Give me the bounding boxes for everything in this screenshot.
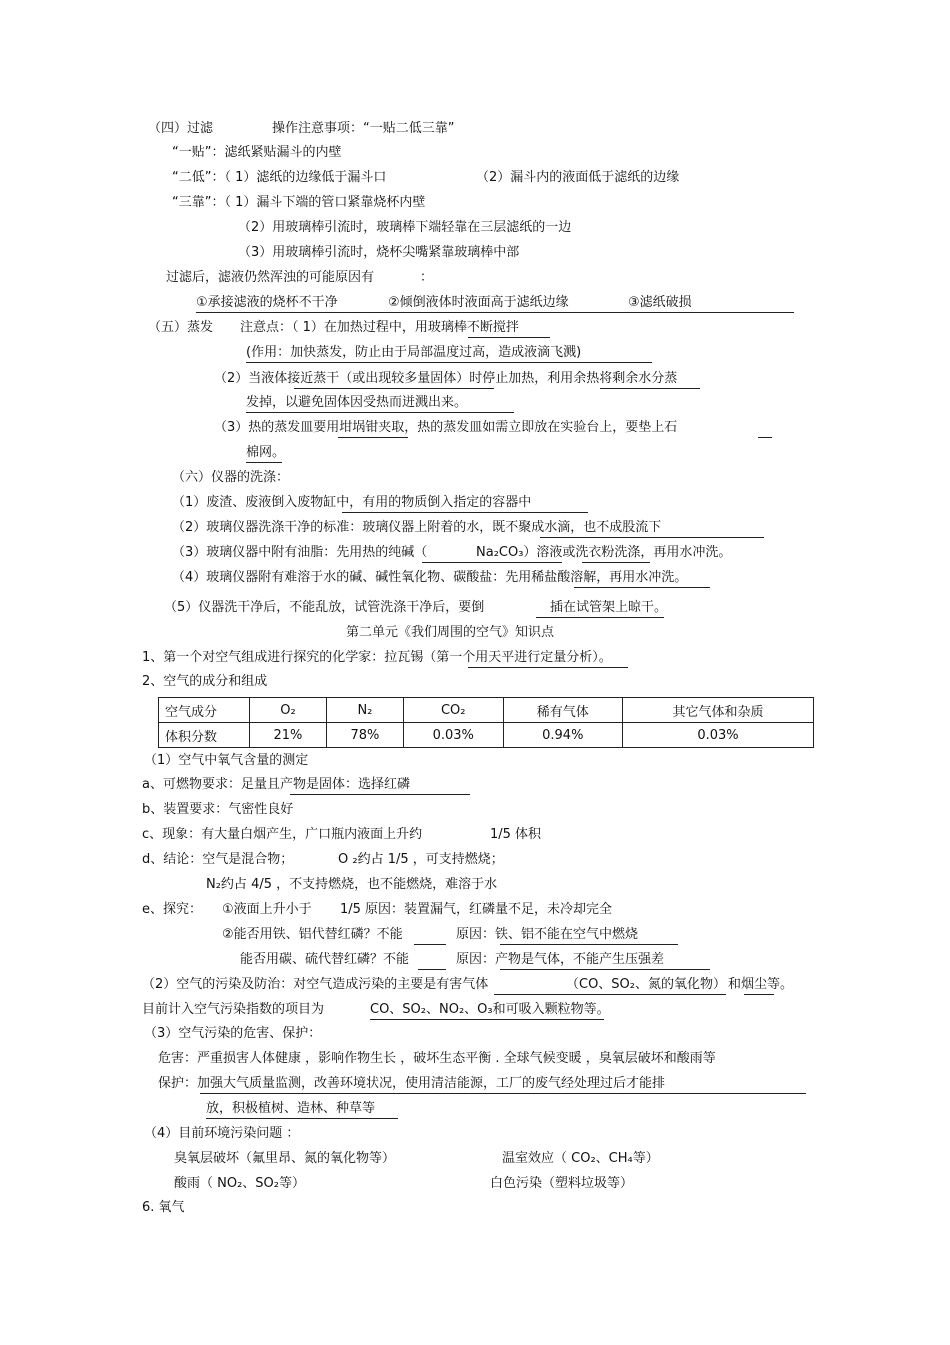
evaporation-note-3a: （3）热的蒸发皿要用坩埚钳夹取，热的蒸发皿如需立即放在实验台上，要垫上石 [214, 420, 678, 435]
table-cell: CO₂ [403, 698, 503, 723]
table-row [159, 723, 814, 748]
underline [338, 437, 408, 438]
filtration-sankao-2: （2）用玻璃棒引流时，玻璃棒下端轻靠在三层滤纸的一边 [238, 220, 572, 235]
underline [414, 944, 446, 945]
pollution-index-b: CO、SO₂、NO₂、O₃和可吸入颗粒物等。 [370, 1002, 610, 1017]
filtration-erdi-1: “二低”：（ 1）滤纸的边缘低于漏斗口 [172, 170, 387, 185]
issue-acid-rain: 酸雨（ NO₂、SO₂等） [174, 1176, 305, 1191]
measure-d-2: O ₂约占 1/5 ，可支持燃烧； [338, 852, 504, 867]
washing-item-3a: （3）玻璃仪器中附有油脂：先用热的纯碱（ [172, 545, 428, 560]
evaporation-note-1: 注意点：（ 1）在加热过程中，用玻璃棒不断搅拌 [240, 320, 519, 335]
underline [294, 388, 494, 389]
underline [246, 362, 652, 363]
unit-point-1: 1、第一个对空气组成进行探究的化学家：拉瓦锡（第一个用天平进行定量分析）。 [142, 650, 612, 665]
underline [744, 994, 774, 995]
measure-e3-reason: 原因：产物是气体，不能产生压强差 [456, 952, 665, 967]
pollution-3-heading: （3）空气污染的危害、保护： [144, 1026, 322, 1041]
table-cell: 21% [250, 723, 327, 748]
washing-item-2: （2）玻璃仪器洗涤干净的标准：玻璃仪器上附着的水，既不聚成水滴，也不成股流下 [172, 520, 662, 535]
measure-e-3: 1/5 原因：装置漏气，红磷量不足，未冷却完全 [340, 902, 613, 917]
underline [468, 667, 628, 668]
underline [342, 512, 588, 513]
pollution-protect-a: 保护：加强大气质量监测，改善环境状况，使用清洁能源，工厂的废气经处理过后才能排 [158, 1076, 666, 1091]
underline [540, 537, 764, 538]
filtration-erdi-2: （2）漏斗内的液面低于滤纸的边缘 [476, 170, 680, 185]
underline [582, 562, 650, 563]
washing-heading: （六）仪器的洗涤： [172, 470, 290, 485]
underline [418, 969, 446, 970]
issue-ozone: 臭氧层破坏（氟里昂、氮的氧化物等） [174, 1151, 396, 1166]
underline [758, 437, 772, 438]
filtration-notes-heading: 操作注意事项：“一贴二低三靠” [272, 121, 455, 136]
pollution-4-heading: （4）目前环境污染问题 ： [144, 1126, 300, 1141]
pollution-2-c: 和烟尘等。 [728, 977, 794, 992]
unit-point-2: 2、空气的成分和组成 [142, 674, 268, 689]
pollution-index-a: 目前计入空气污染指数的项目为 [142, 1002, 325, 1017]
pollution-2-a: （2）空气的污染及防治：对空气造成污染的主要是有害气体 [142, 977, 489, 992]
measure-e3-question: 能否用碳、硫代替红磷？不能 [240, 952, 410, 967]
underline [246, 462, 282, 463]
underline [200, 1093, 806, 1094]
underline [290, 794, 470, 795]
filtration-sankao-1: “三靠”：（ 1）漏斗下端的管口紧靠烧杯内壁 [172, 195, 426, 210]
measure-b: b、装置要求：气密性良好 [142, 802, 294, 817]
washing-item-1: （1）废渣、废液倒入废物缸中，有用的物质倒入指定的容器中 [172, 495, 532, 510]
measure-d-1: d、结论：空气是混合物； [142, 852, 294, 867]
underline [370, 1019, 604, 1020]
table-cell: 78% [326, 723, 403, 748]
washing-item-5a: （5）仪器洗干净后，不能乱放，试管洗涤干净后，要倒 [164, 600, 485, 615]
table-cell: 0.94% [503, 723, 622, 748]
evaporation-note-3b: 棉网。 [246, 445, 286, 460]
underline [468, 337, 550, 338]
measure-e-2: ①液面上升小于 [222, 902, 312, 917]
turbid-reason-3: ③滤纸破损 [628, 295, 692, 310]
measure-e2-question: ②能否用铁、铝代替红磷？不能 [222, 927, 403, 942]
underline [494, 994, 726, 995]
underline [206, 1118, 398, 1119]
washing-item-3b: Na₂CO₃）溶液或洗衣粉洗涤，再用水冲洗。 [476, 545, 732, 560]
table-cell: 0.03% [403, 723, 503, 748]
underline [422, 562, 562, 563]
evaporation-note-1-purpose: (作用：加快蒸发，防止由于局部温度过高，造成液滴飞溅) [246, 345, 582, 360]
table-cell: 体积分数 [159, 723, 250, 748]
table-cell: O₂ [250, 698, 327, 723]
measure-d-3: N₂约占 4/5 ，不支持燃烧，也不能燃烧，难溶于水 [206, 877, 498, 892]
table-header-row [159, 698, 814, 723]
underline [574, 587, 710, 588]
filtration-turbid-colon: ： [420, 270, 434, 285]
table-cell: 其它气体和杂质 [622, 698, 813, 723]
evaporation-note-2a: （2）当液体接近蒸干（或出现较多量固体）时停止加热，利用余热将剩余水分蒸 [214, 371, 678, 386]
pollution-harm: 危害：严重损害人体健康 ，影响作物生长 ，破坏生态平衡 . 全球气候变暖 ，臭氧层破坏和酸雨等 [158, 1051, 716, 1066]
table-cell: N₂ [326, 698, 403, 723]
evaporation-heading: （五）蒸发 [148, 320, 214, 335]
washing-item-5b: 插在试管架上晾干。 [550, 600, 668, 615]
underline [500, 969, 710, 970]
unit-title: 第二单元《我们周围的空气》知识点 [346, 625, 555, 640]
issue-greenhouse: 温室效应（ CO₂、CH₄等） [502, 1151, 659, 1166]
pollution-2-b: （CO、SO₂、氮的氧化物） [566, 977, 727, 992]
measure-c-1: c、现象：有大量白烟产生，广口瓶内液面上升约 [142, 827, 423, 842]
underline [500, 944, 678, 945]
table-cell: 空气成分 [159, 698, 250, 723]
measure-a: a、可燃物要求：足量且产物是固体：选择红磷 [142, 777, 410, 792]
underline [600, 388, 700, 389]
washing-item-4: （4）玻璃仪器附有难溶于水的碱、碱性氧化物、碳酸盐：先用稀盐酸溶解，再用水冲洗。 [172, 570, 688, 585]
filtration-sankao-3: （3）用玻璃棒引流时，烧杯尖嘴紧靠玻璃棒中部 [238, 245, 520, 260]
turbid-reason-1: ①承接滤液的烧杯不干净 [196, 295, 338, 310]
section-oxygen: 6. 氧气 [142, 1200, 185, 1215]
filtration-heading: （四）过滤 [148, 121, 214, 136]
filtration-turbid-question: 过滤后，滤液仍然浑浊的可能原因有 [166, 270, 375, 285]
measure-e-1: e、探究： [142, 902, 202, 917]
pollution-protect-b: 放，积极植树、造林、种草等 [206, 1101, 376, 1116]
issue-white-pollution: 白色污染（塑料垃圾等） [490, 1176, 634, 1191]
air-composition-table [158, 697, 814, 748]
oxygen-measure-heading: （1）空气中氧气含量的测定 [144, 753, 309, 768]
underline [246, 412, 514, 413]
table-cell: 稀有气体 [503, 698, 622, 723]
filtration-yitie: “一贴”：滤纸紧贴漏斗的内壁 [172, 145, 342, 160]
measure-e2-reason: 原因：铁、铝不能在空气中燃烧 [456, 927, 639, 942]
underline [196, 312, 794, 313]
measure-c-2: 1/5 体积 [490, 827, 542, 842]
evaporation-note-2b: 发掉，以避免固体因受热而迸溅出来。 [246, 395, 468, 410]
table-cell: 0.03% [622, 723, 813, 748]
turbid-reason-2: ②倾倒液体时液面高于滤纸边缘 [388, 295, 569, 310]
underline [536, 617, 664, 618]
